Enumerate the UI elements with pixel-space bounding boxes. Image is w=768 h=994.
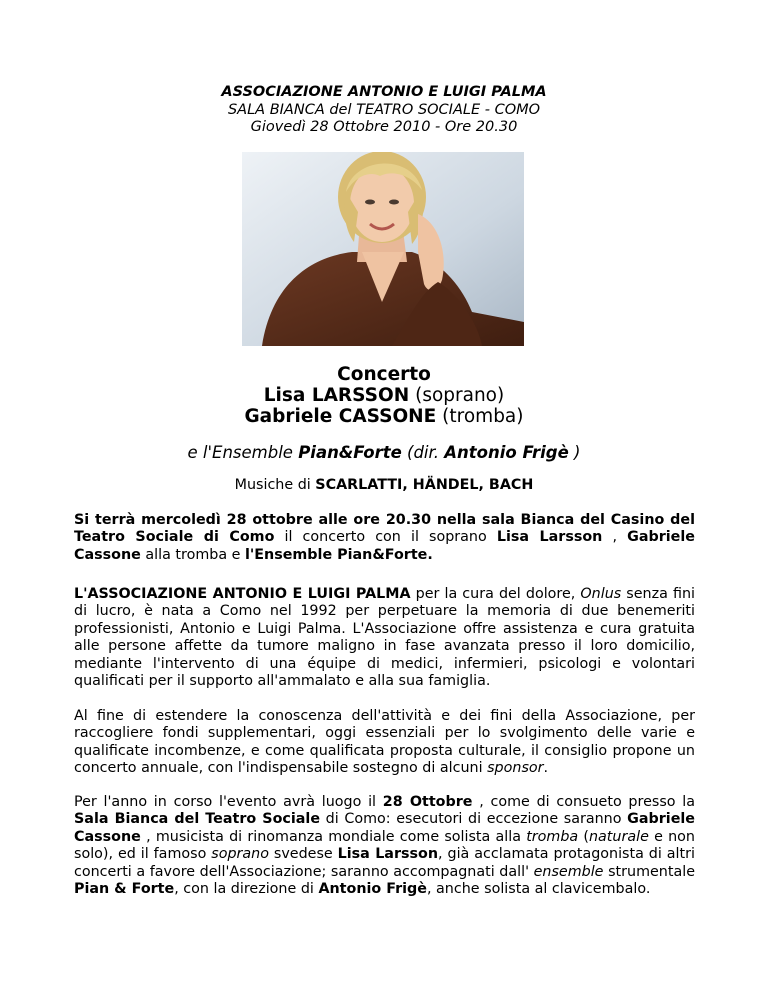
p4-h: tromba (526, 828, 579, 845)
p1-a: Si terrà mercoledì 28 ottobre alle ore 20.30 nella sala Bianca del Casino del Teatro Sociale di Como (74, 512, 695, 546)
music-prefix: Musiche di (234, 477, 316, 493)
music-line (0, 477, 768, 494)
p4-t: Antonio Frigè (318, 881, 427, 898)
p2-d: senza fini di lucro, è nata a Como nel 1992 per perpetuare la memoria di due benemeriti professionisti, Antonio e Luigi Palma. L'Associazione offre assistenza e cura gratuita alle persone affette da tumore maligno in fase avanzata presso il loro domicilio, mediante l'intervento di una équipe di medici, infermieri, psicologi e volontari qualificati per il supporto all'ammalato e alla sua famiglia. (74, 586, 695, 690)
paragraph-event (74, 794, 695, 898)
date-line: Giovedì 28 Ottobre 2010 - Ore 20.30 (250, 119, 518, 135)
p4-f: Gabriele Cassone (74, 811, 696, 845)
performer-1-role: (soprano) (409, 385, 505, 406)
association-name: ASSOCIAZIONE ANTONIO E LUIGI PALMA (221, 84, 547, 100)
p4-e: di Como: esecutori di eccezione saranno (320, 811, 628, 828)
performer-line-2 (0, 406, 768, 427)
p4-i: ( (578, 828, 589, 845)
p2-a: L'ASSOCIAZIONE ANTONIO E LUIGI PALMA (74, 586, 411, 602)
p2-b: per la cura del dolore, (410, 586, 581, 602)
ensemble-name: Pian&Forte (298, 443, 402, 462)
p4-a: Per l'anno in corso l'evento avrà luogo il (74, 794, 383, 810)
ensemble-prefix: e l'Ensemble (187, 443, 299, 462)
p4-r: Pian & Forte (74, 881, 175, 898)
p4-u: , anche solista al clavicembalo. (426, 881, 651, 898)
ensemble-suffix: ) (568, 443, 581, 462)
ensemble-line (0, 444, 768, 461)
p4-n: Lisa Larsson (337, 846, 439, 863)
p1-e: Gabriele Cassone (74, 529, 695, 563)
p3-c: . (543, 760, 549, 777)
concert-title: Concerto (337, 364, 431, 385)
paragraph-announcement (74, 512, 695, 564)
venue-line: SALA BIANCA del TEATRO SOCIALE - COMO (227, 101, 541, 118)
p4-p: ensemble (533, 863, 604, 880)
music-composers: SCARLATTI, HÄNDEL, BACH (315, 477, 534, 493)
p4-j: naturale (588, 828, 649, 845)
p4-c: , come di consueto presso la (472, 794, 695, 810)
event-header (0, 84, 768, 137)
paragraph-purpose (74, 708, 695, 778)
p4-b: 28 Ottobre (382, 794, 473, 810)
p3-a: Al fine di estendere la conoscenza dell'attività e dei fini della Associazione, per raccogliere fondi supplementari, oggi essenziali per lo svolgimento delle varie e qualificate incombenze, e come qualificata proposta culturale, il consiglio propone un concerto annuale, con l'indispensabile sostegno di alcuni (74, 708, 695, 777)
p4-s: , con la direzione di (174, 881, 319, 898)
concert-block (0, 364, 768, 427)
p3-b: sponsor (487, 760, 544, 777)
p4-o: , già acclamata protagonista di altri concerti a favore dell'Associazione; saranno accompagnati dall' (74, 846, 695, 880)
performer-2-role: (tromba) (436, 406, 524, 427)
p1-c: Lisa Larsson (496, 529, 603, 546)
performer-2-name: Gabriele CASSONE (244, 406, 437, 427)
p2-c: Onlus (580, 586, 622, 602)
p1-f: alla tromba e (140, 546, 245, 563)
performer-1-name: Lisa LARSSON (263, 385, 410, 406)
performer-line-1 (0, 385, 768, 406)
p4-m: svedese (268, 846, 338, 863)
singer-photo (242, 152, 524, 346)
ensemble-dir-label: (dir. (401, 443, 445, 462)
p1-g: l'Ensemble Pian&Forte. (244, 546, 433, 563)
p1-d: , (602, 529, 628, 546)
p4-d: Sala Bianca del Teatro Sociale (74, 811, 321, 828)
p4-q: strumentale (603, 863, 695, 880)
paragraph-association (74, 586, 695, 690)
p4-k: e non solo), ed il famoso (74, 828, 695, 863)
p1-b: il concerto con il soprano (274, 529, 497, 546)
ensemble-director: Antonio Frigè (444, 443, 569, 462)
p4-g: , musicista di rinomanza mondiale come solista alla (140, 828, 527, 845)
p4-l: soprano (211, 846, 269, 863)
